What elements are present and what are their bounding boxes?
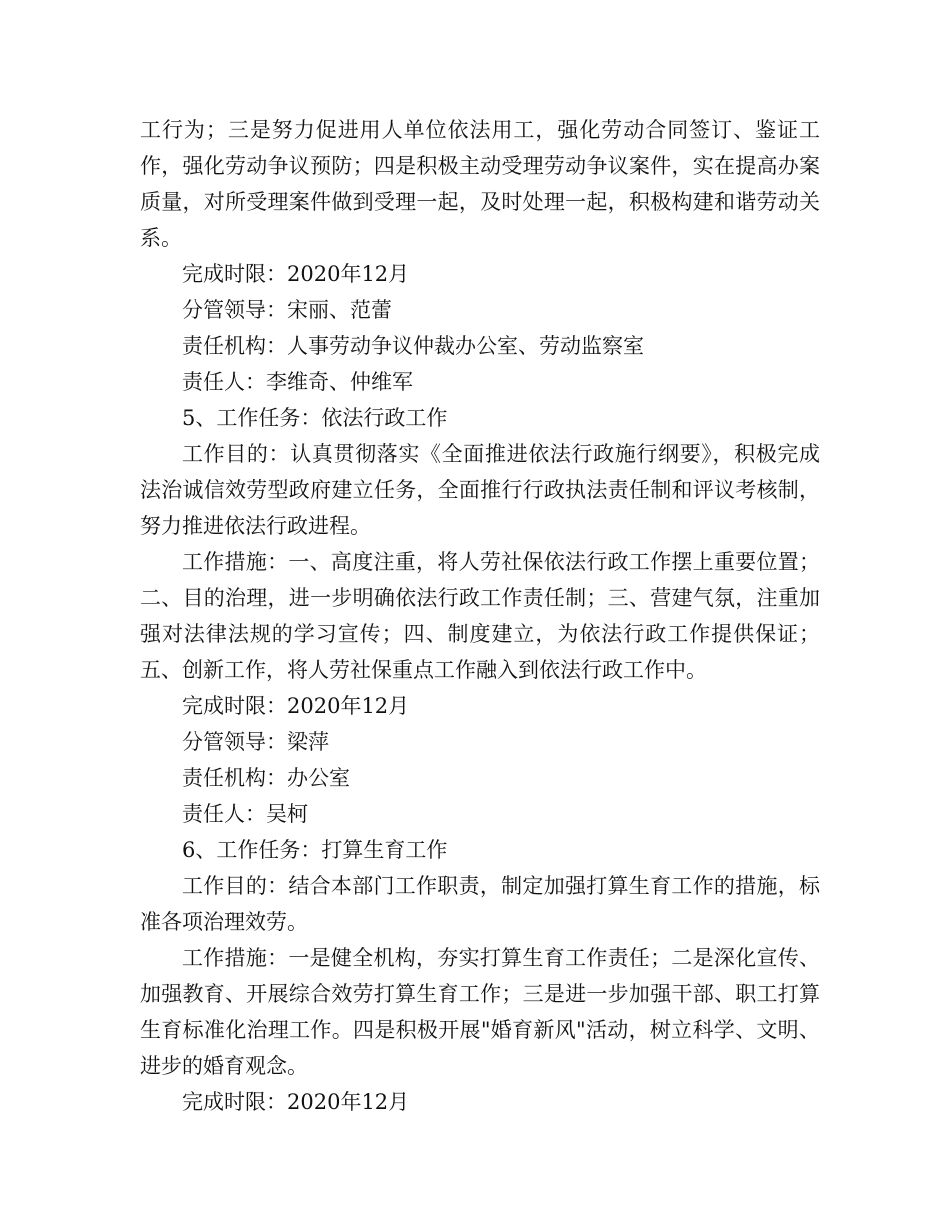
paragraph-leader: 分管领导：宋丽、范蕾 — [182, 298, 392, 322]
paragraph-deadline: 完成时限：2020年12月 — [182, 694, 410, 718]
paragraph-measures: 工作措施：一是健全机构，夯实打算生育工作责任；二是深化宣传、加强教育、开展综合效劳打算生育工作；三是进一步加强干部、职工打算生育标准化治理工作。四是积极开展"婚育新风"活动，树立科学、文明、进步的婚育观念。 — [140, 946, 820, 1078]
paragraph-task-heading: 5、工作任务：依法行政工作 — [182, 406, 448, 430]
paragraph-responsible: 责任人：吴柯 — [182, 802, 308, 826]
paragraph-task-heading: 6、工作任务：打算生育工作 — [182, 838, 448, 862]
paragraph-leader: 分管领导：梁萍 — [182, 730, 329, 754]
paragraph-deadline: 完成时限：2020年12月 — [182, 262, 410, 286]
paragraph-measures: 工作措施：一、高度注重，将人劳社保依法行政工作摆上重要位置；二、目的治理，进一步明确依法行政工作责任制；三、营建气氛，注重加强对法律法规的学习宣传；四、制度建立，为依法行政工作提供保证；五、创新工作，将人劳社保重点工作融入到依法行政工作中。 — [140, 550, 820, 682]
paragraph-agency: 责任机构：人事劳动争议仲裁办公室、劳动监察室 — [182, 334, 644, 358]
paragraph-objective: 工作目的：结合本部门工作职责，制定加强打算生育工作的措施，标准各项治理效劳。 — [140, 874, 820, 934]
paragraph-responsible: 责任人：李维奇、仲维军 — [182, 370, 413, 394]
paragraph-objective: 工作目的：认真贯彻落实《全面推进依法行政施行纲要》，积极完成法治诚信效劳型政府建立任务，全面推行行政执法责任制和评议考核制，努力推进依法行政进程。 — [140, 442, 820, 538]
paragraph-deadline: 完成时限：2020年12月 — [182, 1090, 410, 1114]
document-body — [140, 112, 820, 1120]
paragraph-continuation: 工行为；三是努力促进用人单位依法用工，强化劳动合同签订、鉴证工作，强化劳动争议预防；四是积极主动受理劳动争议案件，实在提高办案质量，对所受理案件做到受理一起，及时处理一起，积极构建和谐劳动关系。 — [140, 118, 820, 250]
paragraph-agency: 责任机构：办公室 — [182, 766, 350, 790]
